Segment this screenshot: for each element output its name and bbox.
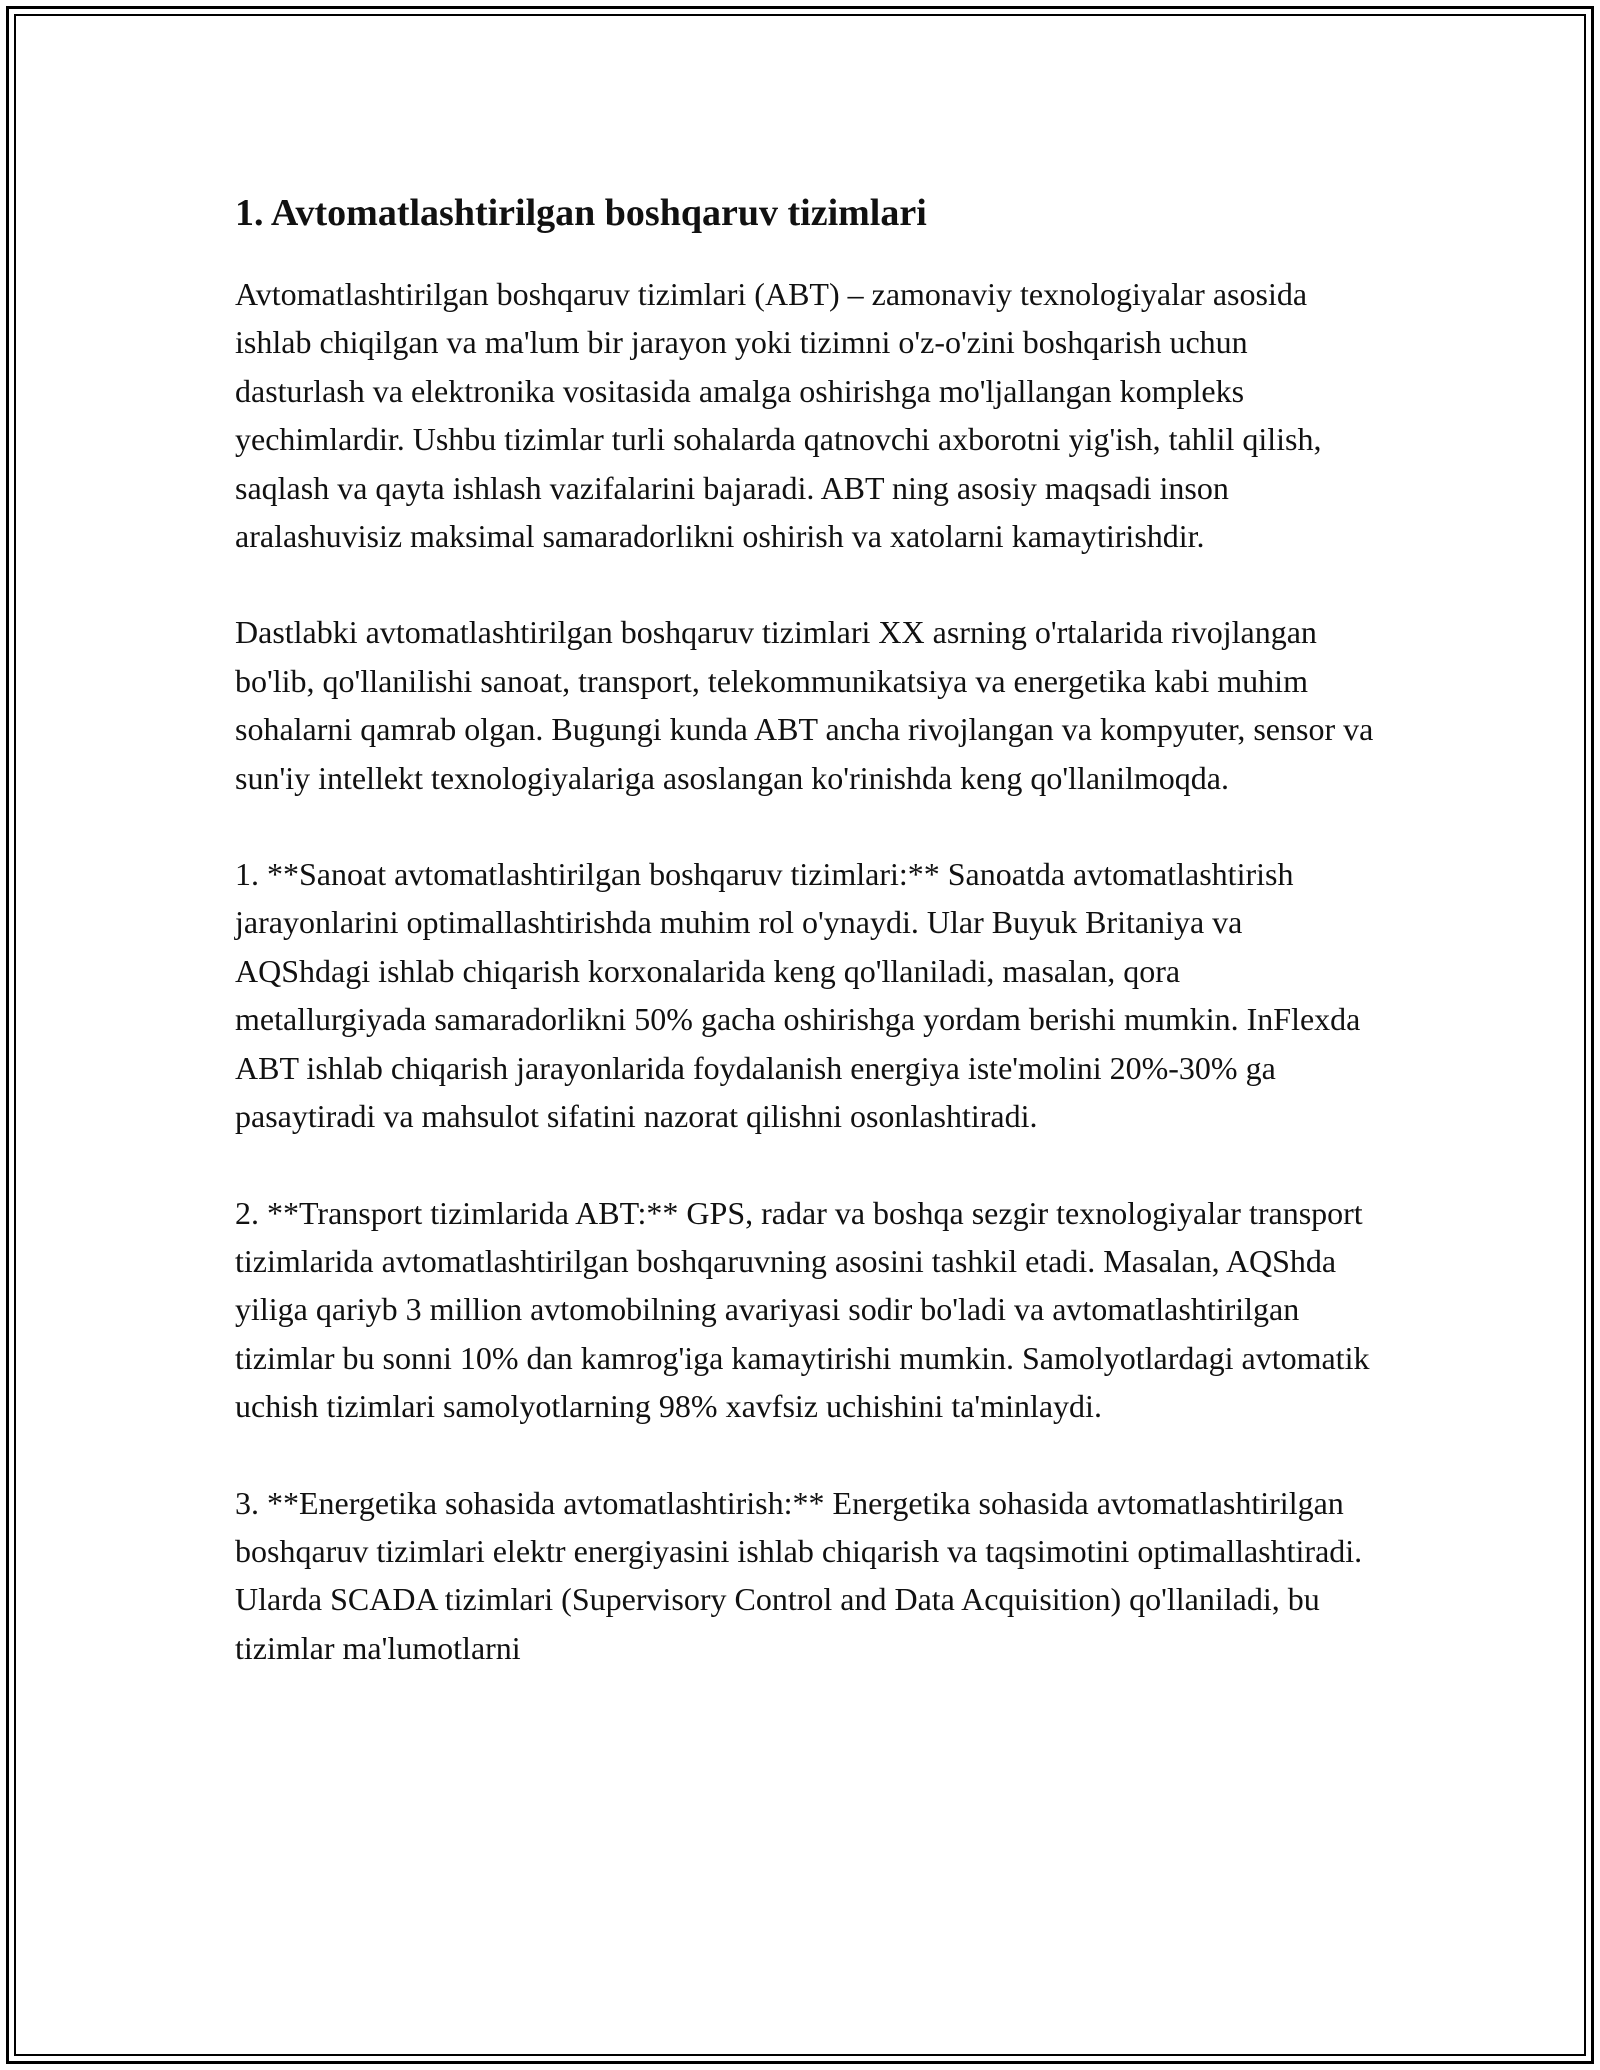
- document-title: 1. Avtomatlashtirilgan boshqaruv tizimlari: [235, 192, 927, 234]
- paragraph-energy: 3. **Energetika sohasida avtomatlashtirish:** Energetika sohasida avtomatlashtirilgan boshqaruv tizimlari elektr energiyasini ishlab chiqarish va taqsimotini optimallashtiradi. Ularda SCADA tizimlari (Supervisory Control and Data Acquisition) qo'llaniladi, bu tizimlar ma'lumotlarni: [235, 1484, 1363, 1666]
- paragraph-history: Dastlabki avtomatlashtirilgan boshqaruv tizimlari XX asrning o'rtalarida rivojlangan bo'lib, qo'llanilishi sanoat, transport, telekommunikatsiya va energetika kabi muhim sohalarni qamrab olgan. Bugungi kunda ABT ancha rivojlangan va kompyuter, sensor va sun'iy intellekt texnologiyalariga asoslangan ko'rinishda keng qo'llanilmoqda.: [235, 614, 1374, 796]
- paragraph-industry: 1. **Sanoat avtomatlashtirilgan boshqaruv tizimlari:** Sanoatda avtomatlashtirish jarayonlarini optimallashtirishda muhim rol o'ynaydi. Ular Buyuk Britaniya va AQShdagi ishlab chiqarish korxonalarida keng qo'llaniladi, masalan, qora metallurgiyada samaradorlikni 50% gacha oshirishga yordam berishi mumkin. InFlexda ABT ishlab chiqarish jarayonlarida foydalanish energiya iste'molini 20%-30% ga pasaytiradi va mahsulot sifatini nazorat qilishni osonlashtiradi.: [235, 856, 1361, 1135]
- paragraph-intro: Avtomatlashtirilgan boshqaruv tizimlari (ABT) – zamonaviy texnologiyalar asosida ishlab chiqilgan va ma'lum bir jarayon yoki tizimni o'z-o'zini boshqarish uchun dasturlash va elektronika vositasida amalga oshirishga mo'ljallangan kompleks yechimlardir. Ushbu tizimlar turli sohalarda qatnovchi axborotni yig'ish, tahlil qilish, saqlash va qayta ishlash vazifalarini bajaradi. ABT ning asosiy maqsadi inson aralashuvisiz maksimal samaradorlikni oshirish va xatolarni kamaytirishdir.: [235, 276, 1322, 555]
- document-body: [235, 188, 1375, 1672]
- paragraph-transport: 2. **Transport tizimlarida ABT:** GPS, radar va boshqa sezgir texnologiyalar transport tizimlarida avtomatlashtirilgan boshqaruvning asosini tashkil etadi. Masalan, AQShda yiliga qariyb 3 million avtomobilning avariyasi sodir bo'ladi va avtomatlashtirilgan tizimlar bu sonni 10% dan kamrog'iga kamaytirishi mumkin. Samolyotlardagi avtomatik uchish tizimlari samolyotlarning 98% xavfsiz uchishini ta'minlaydi.: [235, 1194, 1370, 1425]
